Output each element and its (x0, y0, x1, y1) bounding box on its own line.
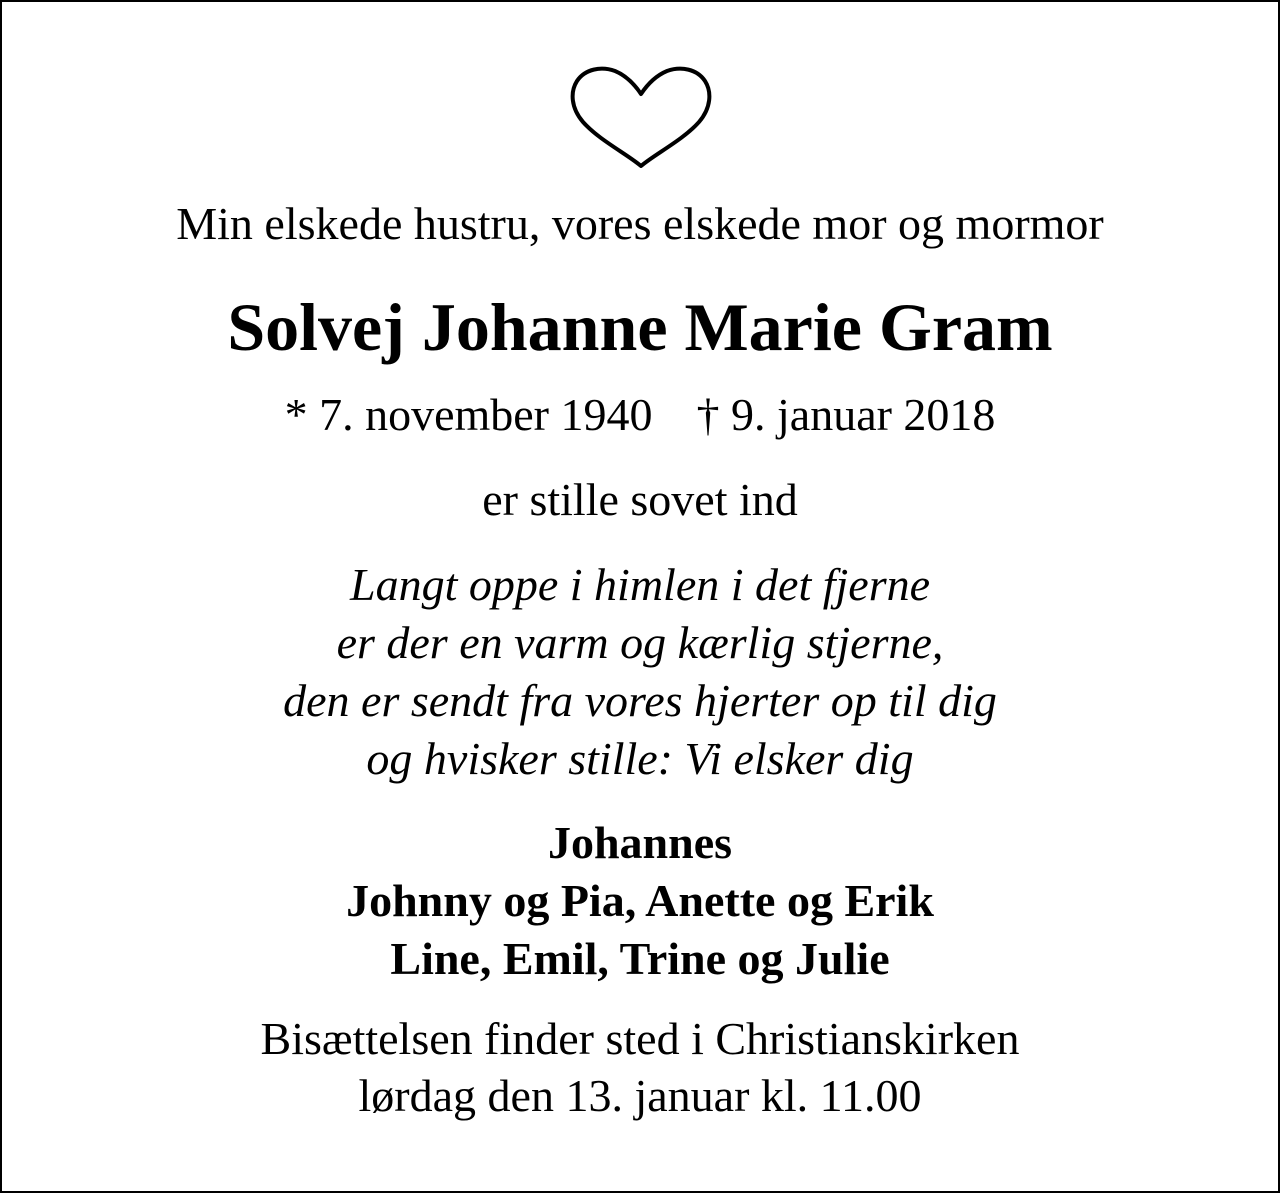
funeral-line: lørdag den 13. januar kl. 11.00 (358, 1070, 922, 1121)
life-dates (0, 387, 1280, 443)
family-line: Johnny og Pia, Anette og Erik (346, 875, 934, 926)
family-line: Johannes (547, 817, 733, 868)
poem-line: den er sendt fra vores hjerter op til dig (283, 675, 997, 726)
funeral-info (0, 1010, 1280, 1124)
poem-line: Langt oppe i himlen i det fjerne (349, 559, 931, 610)
birth-date: * 7. november 1940 (284, 389, 653, 440)
heart-outline-icon (569, 64, 713, 168)
funeral-line: Bisættelsen finder sted i Christianskirken (260, 1013, 1020, 1064)
status-text: er stille sovet ind (482, 474, 798, 525)
intro-text: Min elskede hustru, vores elskede mor og mormor (176, 198, 1104, 249)
death-date: † 9. januar 2018 (696, 389, 996, 440)
family-signatures (0, 814, 1280, 988)
poem-line: er der en varm og kærlig stjerne, (336, 617, 944, 668)
poem-line: og hvisker stille: Vi elsker dig (366, 733, 914, 784)
deceased-name: Solvej Johanne Marie Gram (227, 289, 1053, 365)
poem (0, 556, 1280, 788)
family-line: Line, Emil, Trine og Julie (390, 933, 890, 984)
